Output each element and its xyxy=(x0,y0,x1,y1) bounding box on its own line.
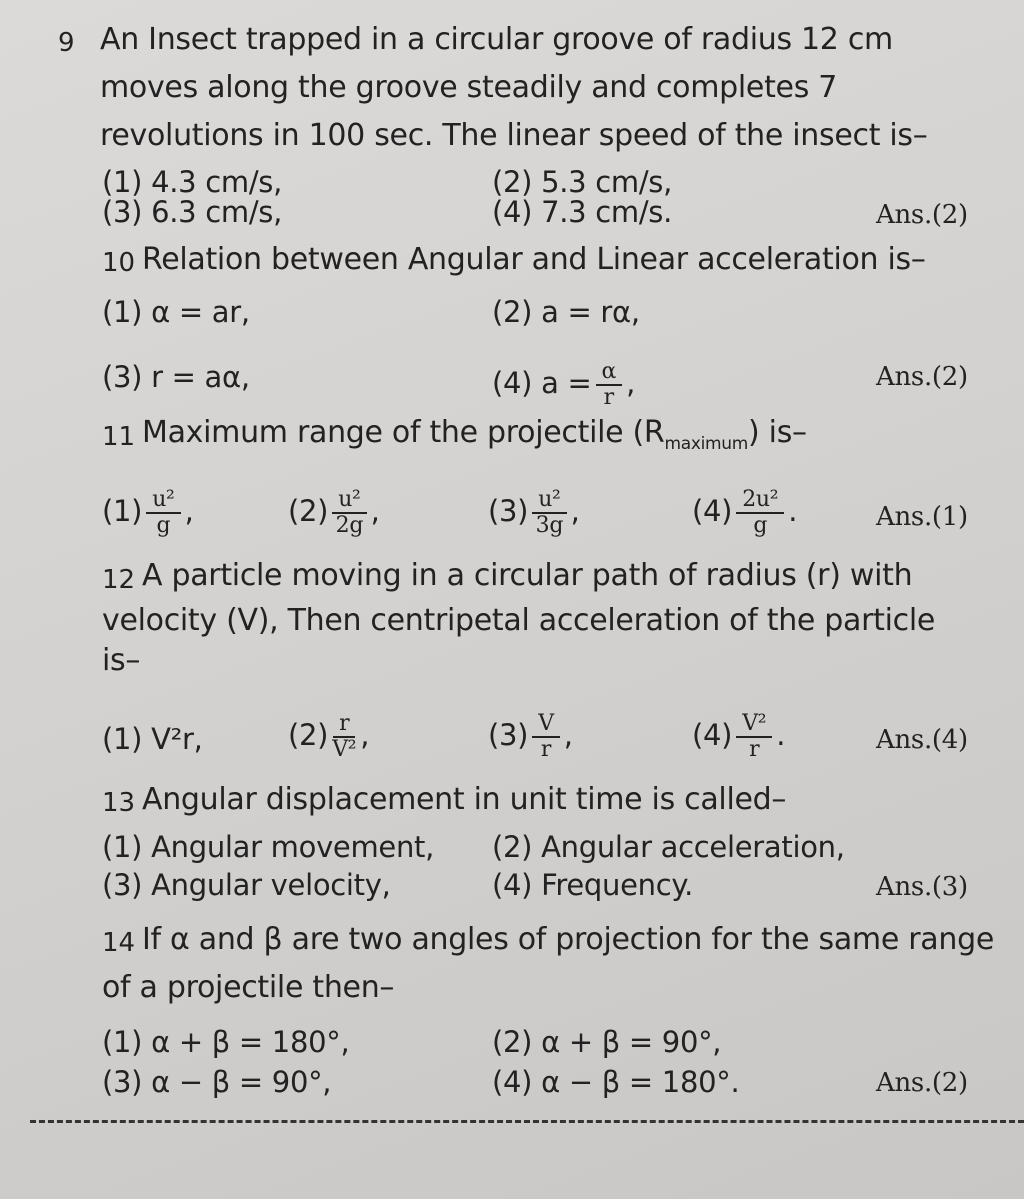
option: (1) α = ar, xyxy=(102,295,250,329)
question-text: moves along the groove steadily and completes 7 xyxy=(100,70,838,105)
question-number: 10 xyxy=(102,248,136,278)
question-number: 11 xyxy=(102,422,136,452)
question-text: Relation between Angular and Linear acceleration is– xyxy=(142,242,926,277)
option: (3) Angular velocity, xyxy=(102,868,391,902)
option: (1) $\frac{\text{u²}}{g}$ , xyxy=(102,487,194,539)
question-text: is– xyxy=(102,643,141,678)
answer: Ans.(2) xyxy=(876,200,968,230)
option: (3) 6.3 cm/s, xyxy=(102,195,283,229)
answer: Ans.(2) xyxy=(876,362,968,392)
option: (2) α + β = 90°, xyxy=(492,1025,722,1059)
option: (4) Frequency. xyxy=(492,868,693,902)
option: (4) 7.3 cm/s. xyxy=(492,195,673,229)
answer: Ans.(2) xyxy=(876,1068,968,1098)
option: (1) V²r, xyxy=(102,722,203,756)
question-number: 12 xyxy=(102,565,136,595)
option: (4) a = $\frac{\alpha}{r}$ , xyxy=(492,359,635,411)
option: (2) a = rα, xyxy=(492,295,640,329)
answer: Ans.(3) xyxy=(876,872,968,902)
option: (1) 4.3 cm/s, xyxy=(102,165,283,199)
option: (4) α − β = 180°. xyxy=(492,1065,740,1099)
option: (1) Angular movement, xyxy=(102,830,435,864)
question-text: of a projectile then– xyxy=(102,970,395,1005)
option: (3) r = aα, xyxy=(102,360,250,394)
option: (4) $\frac{\text{2u²}}{g}$ . xyxy=(692,487,798,539)
option: (4) $\frac{\text{V²}}{r}$ . xyxy=(692,711,786,763)
option: (2) 5.3 cm/s, xyxy=(492,165,673,199)
question-text: An Insect trapped in a circular groove of radius 12 cm xyxy=(100,22,893,57)
option: (2) $\frac{\text{u²}}{2g}$ , xyxy=(288,487,380,539)
fraction: $\frac{\alpha}{r}$ xyxy=(596,360,623,410)
question-text: Angular displacement in unit time is called– xyxy=(142,782,787,817)
question-text: Maximum range of the projectile $(R_{maximum})$ is– xyxy=(142,415,807,454)
question-text: revolutions in 100 sec. The linear speed of the insect is– xyxy=(100,118,928,153)
option: (2) $\frac{r}{\text{V²}}$ , xyxy=(288,711,370,763)
answer: Ans.(1) xyxy=(876,502,968,532)
question-number: 9 xyxy=(58,28,75,58)
question-text: A particle moving in a circular path of radius (r) with xyxy=(142,558,913,593)
option: (2) Angular acceleration, xyxy=(492,830,845,864)
dashed-divider xyxy=(30,1120,1024,1123)
answer: Ans.(4) xyxy=(876,725,968,755)
question-number: 13 xyxy=(102,788,136,818)
question-text: velocity (V), Then centripetal acceleration of the particle xyxy=(102,603,936,638)
question-number: 14 xyxy=(102,928,136,958)
option: (3) $\frac{V}{r}$ , xyxy=(488,711,573,763)
option: (3) $\frac{\text{u²}}{3g}$ , xyxy=(488,487,580,539)
option: (3) α − β = 90°, xyxy=(102,1065,332,1099)
option: (1) α + β = 180°, xyxy=(102,1025,350,1059)
question-text: If α and β are two angles of projection for the same range xyxy=(142,922,994,957)
